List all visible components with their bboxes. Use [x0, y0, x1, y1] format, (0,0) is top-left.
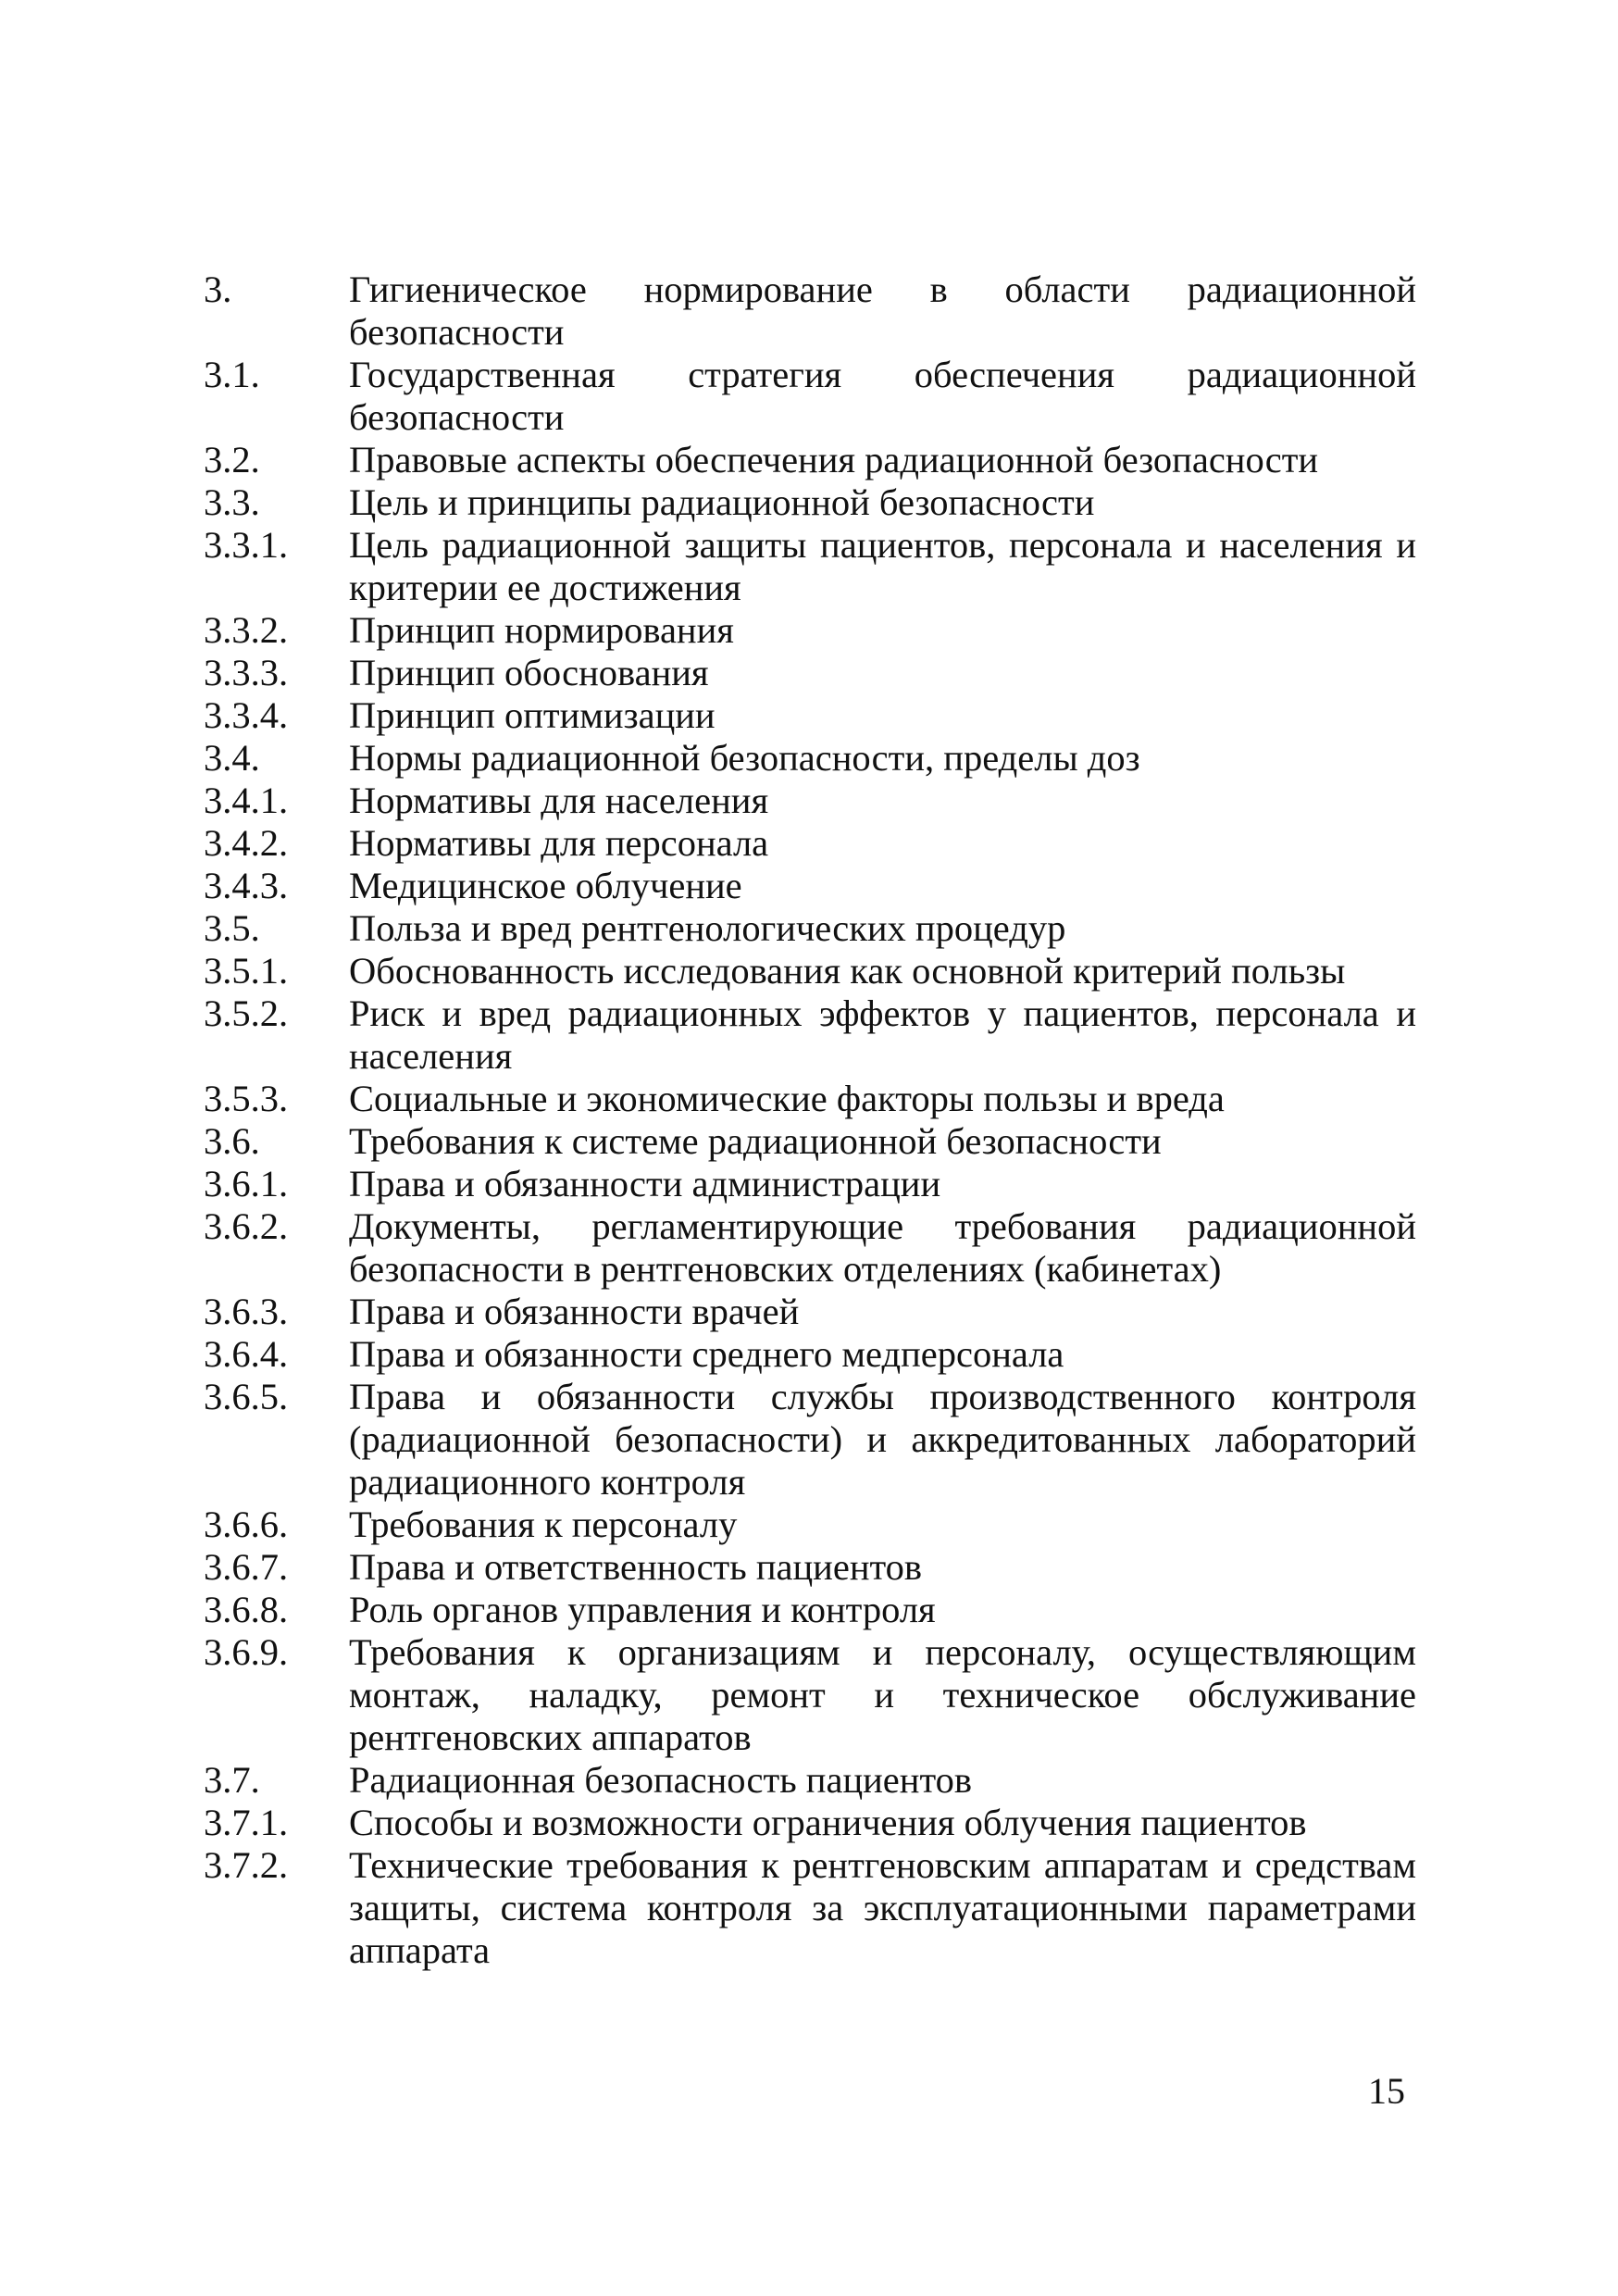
toc-entry-title: Требования к системе радиационной безопасности [349, 1120, 1162, 1162]
toc-entry-title: Польза и вред рентгенологических процедур [349, 907, 1066, 949]
toc-entry [204, 737, 1416, 780]
toc-entry-title: Роль органов управления и контроля [349, 1589, 936, 1630]
toc-entry-title: Государственная стратегия обеспечения радиационной безопасности [349, 354, 1416, 438]
toc-entry [204, 1376, 1416, 1504]
toc-entry-number: 3.5.1. [204, 950, 289, 992]
toc-entry-title: Документы, регламентирующие требования радиационной безопасности в рентгеновских отделениях (кабинетах) [349, 1205, 1416, 1290]
toc-entry [204, 524, 1416, 609]
toc-entry-number: 3.3.1. [204, 524, 289, 566]
toc-entry-number: 3.6.7. [204, 1546, 289, 1588]
toc-entry-title: Технические требования к рентгеновским аппаратам и средствам защиты, система контроля за эксплуатационными параметрами аппарата [349, 1844, 1416, 1971]
toc-entry-title: Нормы радиационной безопасности, пределы доз [349, 737, 1140, 779]
toc-entry-title: Гигиеническое нормирование в области радиационной безопасности [349, 268, 1416, 353]
toc-entry [204, 694, 1416, 737]
toc-entry-title: Требования к персоналу [349, 1504, 738, 1545]
toc-entry-number: 3.6.6. [204, 1504, 289, 1545]
toc-entry-number: 3.3.2. [204, 609, 289, 651]
toc-entry [204, 1333, 1416, 1376]
toc-entry-title: Права и обязанности среднего медперсонала [349, 1333, 1064, 1375]
toc-entry [204, 1589, 1416, 1631]
toc-entry-number: 3.5. [204, 907, 260, 949]
toc-entry [204, 1546, 1416, 1589]
toc-entry-title: Права и обязанности службы производственного контроля (радиационной безопасности) и аккредитованных лабораторий радиационного контроля [349, 1376, 1416, 1503]
toc-entry [204, 1078, 1416, 1120]
toc-entry-number: 3.5.3. [204, 1078, 289, 1119]
toc-entry-number: 3.4. [204, 737, 260, 779]
toc-entry [204, 1759, 1416, 1802]
toc-entry-number: 3.7.1. [204, 1802, 289, 1843]
toc-entry-number: 3.6.9. [204, 1631, 289, 1673]
toc-entry [204, 652, 1416, 694]
toc-entry-number: 3.6.2. [204, 1205, 289, 1247]
toc-entry-number: 3.6.8. [204, 1589, 289, 1630]
toc-entry-number: 3.3. [204, 481, 260, 523]
toc-entry-title: Нормативы для населения [349, 780, 769, 821]
toc-entry-number: 3.6. [204, 1120, 260, 1162]
toc-entry [204, 822, 1416, 865]
toc-entry-title: Способы и возможности ограничения облучения пациентов [349, 1802, 1307, 1843]
toc-entry-number: 3.2. [204, 439, 260, 480]
toc-entry-title: Правовые аспекты обеспечения радиационной безопасности [349, 439, 1319, 480]
toc-entry [204, 865, 1416, 907]
toc-entry [204, 950, 1416, 992]
toc-entry [204, 481, 1416, 524]
toc-entry [204, 268, 1416, 354]
toc-entry-title: Обоснованность исследования как основной критерий пользы [349, 950, 1346, 992]
toc-entry-title: Принцип нормирования [349, 609, 734, 651]
toc-entry-title: Социальные и экономические факторы пользы и вреда [349, 1078, 1225, 1119]
toc-entry-title: Цель радиационной защиты пациентов, персонала и населения и критерии ее достижения [349, 524, 1416, 608]
toc-entry-title: Нормативы для персонала [349, 822, 769, 864]
toc-entry-title: Риск и вред радиационных эффектов у пациентов, персонала и населения [349, 992, 1416, 1077]
toc-entry-number: 3.5.2. [204, 992, 289, 1034]
toc-entry [204, 1631, 1416, 1759]
toc-entry-number: 3.4.1. [204, 780, 289, 821]
toc-entry [204, 1120, 1416, 1163]
toc-entry-title: Цель и принципы радиационной безопасности [349, 481, 1095, 523]
page-number: 15 [1368, 2070, 1405, 2112]
toc-entry-number: 3.7. [204, 1759, 260, 1801]
toc-entry-number: 3.6.4. [204, 1333, 289, 1375]
toc-entry-number: 3.6.3. [204, 1291, 289, 1332]
toc-entry-title: Медицинское облучение [349, 865, 742, 906]
toc-entry-title: Принцип оптимизации [349, 694, 716, 736]
toc-entry [204, 1802, 1416, 1844]
toc-entry-title: Права и обязанности врачей [349, 1291, 800, 1332]
toc-entry-number: 3.6.5. [204, 1376, 289, 1417]
toc-entry-title: Требования к организациям и персоналу, осуществляющим монтаж, наладку, ремонт и техническое обслуживание рентгеновских аппаратов [349, 1631, 1416, 1758]
toc-entry [204, 1205, 1416, 1291]
toc-entry [204, 1844, 1416, 1972]
toc-entry-number: 3.4.2. [204, 822, 289, 864]
toc-entry-number: 3. [204, 268, 232, 310]
toc-entry-number: 3.6.1. [204, 1163, 289, 1204]
toc-entry [204, 1163, 1416, 1205]
table-of-contents [204, 268, 1416, 1972]
toc-entry-number: 3.4.3. [204, 865, 289, 906]
toc-entry-number: 3.1. [204, 354, 260, 395]
toc-entry [204, 907, 1416, 950]
toc-entry [204, 354, 1416, 439]
toc-entry-number: 3.7.2. [204, 1844, 289, 1886]
toc-entry-title: Права и обязанности администрации [349, 1163, 941, 1204]
toc-entry [204, 439, 1416, 481]
toc-entry [204, 992, 1416, 1078]
toc-entry [204, 780, 1416, 822]
toc-entry [204, 609, 1416, 652]
toc-entry-title: Радиационная безопасность пациентов [349, 1759, 972, 1801]
toc-entry-number: 3.3.3. [204, 652, 289, 693]
toc-entry-number: 3.3.4. [204, 694, 289, 736]
toc-entry [204, 1504, 1416, 1546]
toc-entry-title: Права и ответственность пациентов [349, 1546, 923, 1588]
toc-entry-title: Принцип обоснования [349, 652, 709, 693]
toc-entry [204, 1291, 1416, 1333]
